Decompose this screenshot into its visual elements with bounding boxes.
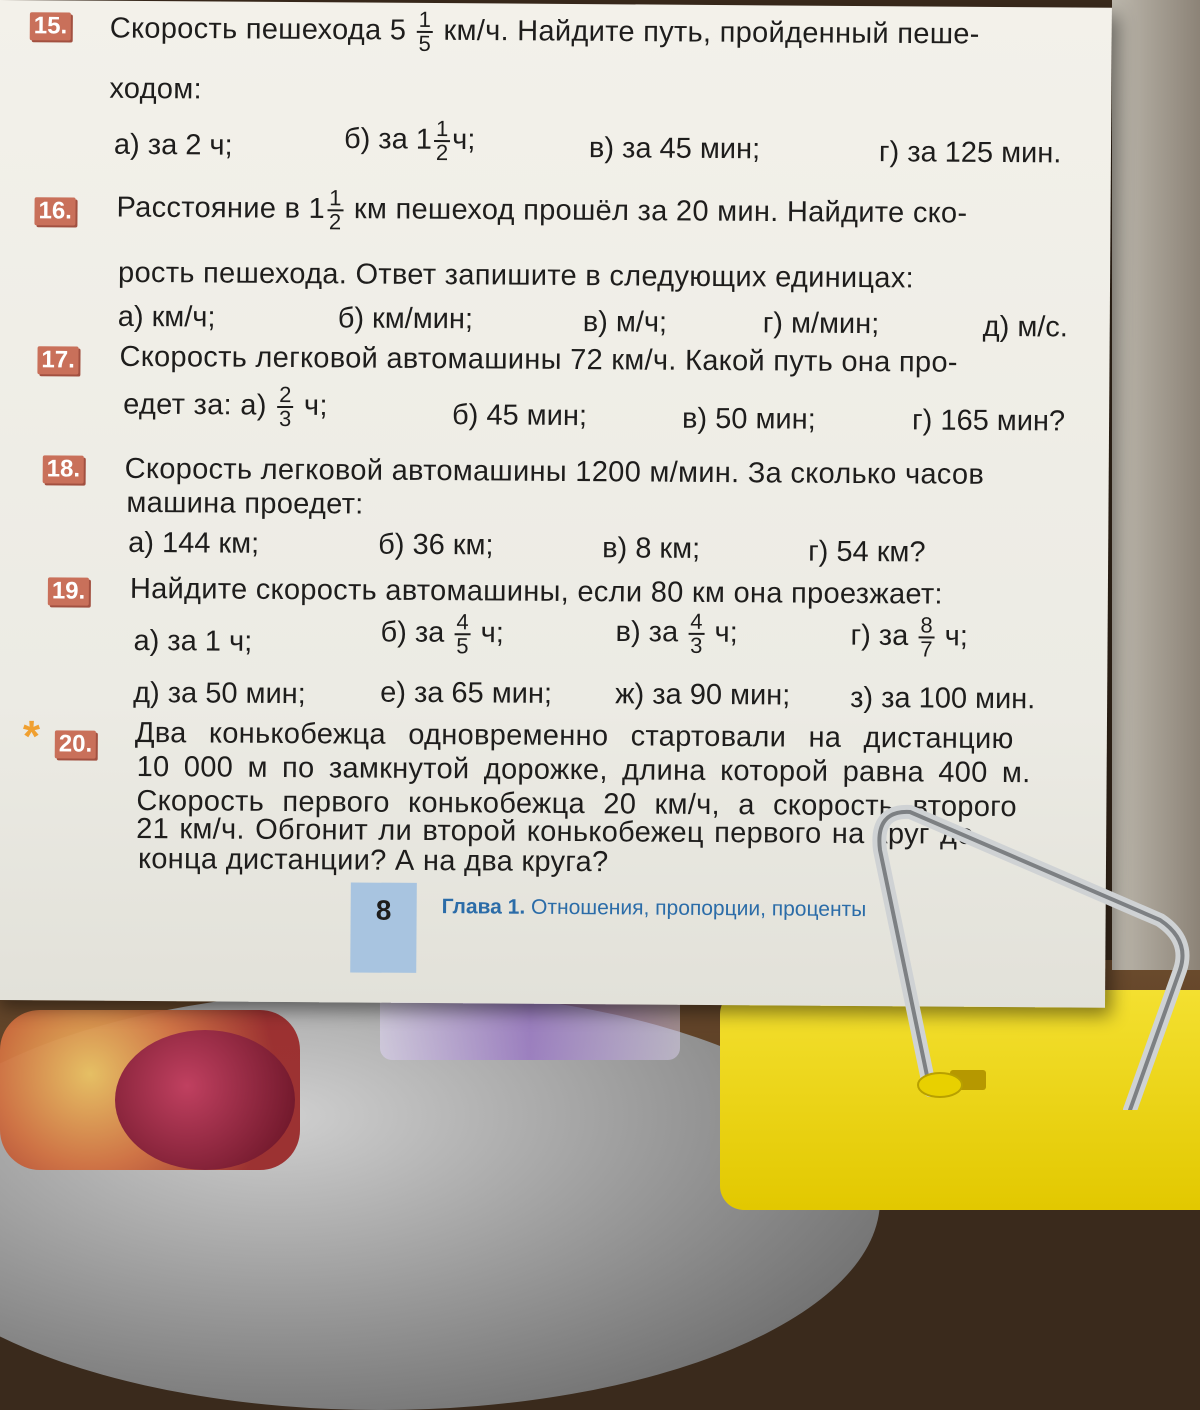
fraction <box>277 381 294 432</box>
option-c: в) за 45 мин; <box>588 132 761 166</box>
option-c <box>615 610 737 657</box>
red-disc <box>115 1030 295 1170</box>
denominator: 3 <box>690 632 703 658</box>
problem-text <box>116 186 967 238</box>
problem-text: Скорость легковой автомашины 72 км/ч. Какой путь она про- <box>119 340 958 379</box>
option-a: а) 144 км; <box>128 526 260 560</box>
problem-text: 21 км/ч. Обгонит ли второй конькобежец первого на круг до <box>136 812 974 851</box>
text-segment: Скорость пешехода 5 <box>109 12 407 47</box>
problem-text: конца дистанции? А на два круга? <box>137 842 609 879</box>
option-d: г) 165 мин? <box>911 404 1066 438</box>
text-segment: км пешеход прошёл за 20 мин. Найдите ско- <box>353 193 968 230</box>
problem-text <box>123 383 328 430</box>
chapter-title: Отношения, пропорции, проценты <box>530 895 867 922</box>
option-a: а) за 1 ч; <box>133 624 253 658</box>
text-segment: в) за <box>615 615 679 649</box>
option-e: д) м/с. <box>982 310 1069 344</box>
text-segment: б) за <box>380 616 445 649</box>
text-segment: едет за: а) <box>123 388 267 422</box>
problem-number: 20. <box>55 730 97 758</box>
option-a: а) км/ч; <box>117 300 216 334</box>
text-segment: ч; <box>452 123 476 156</box>
text-segment: ч; <box>303 389 328 422</box>
problem-text: рость пешехода. Ответ запишите в следующих единицах: <box>117 256 915 295</box>
chapter-footer <box>442 895 867 922</box>
fraction <box>688 608 705 658</box>
fraction <box>918 614 935 660</box>
option-d: г) м/мин; <box>762 307 880 341</box>
option-b <box>380 611 504 658</box>
problem-number: 17. <box>37 346 79 374</box>
problem-number: 15. <box>30 12 72 40</box>
denominator: 2 <box>435 140 449 166</box>
option-e: д) за 50 мин; <box>133 676 306 711</box>
option-c: в) м/ч; <box>582 306 668 339</box>
numerator: 1 <box>417 9 434 33</box>
problem-number: 18. <box>43 455 85 483</box>
option-b: б) 45 мин; <box>452 399 588 433</box>
text-segment: ч; <box>480 617 505 650</box>
numerator: 1 <box>327 187 344 211</box>
text-segment: г) за <box>850 619 909 653</box>
numerator: 8 <box>918 614 934 638</box>
option-c: в) 50 мин; <box>681 402 816 436</box>
problem-text: Скорость легковой автомашины 1200 м/мин. За сколько часов <box>124 452 985 491</box>
problem-text <box>110 7 980 59</box>
option-d: г) за 125 мин. <box>878 136 1062 170</box>
problem-text: Найдите скорость автомашины, если 80 км она проезжает: <box>129 572 943 611</box>
denominator: 3 <box>278 405 292 432</box>
problem-text: 10 000 м по замкнутой дорожке, длина которой равна 400 м. <box>136 750 1031 790</box>
numerator: 4 <box>454 611 470 635</box>
text-segment: км/ч. Найдите путь, пройденный пеше- <box>443 14 980 51</box>
problem-15 <box>0 0 1112 170</box>
fraction <box>327 187 344 233</box>
chapter-label: Глава 1. <box>441 895 526 919</box>
denominator: 7 <box>920 636 933 662</box>
option-a: а) за 2 ч; <box>113 128 233 162</box>
problem-text: ходом: <box>109 72 203 106</box>
text-segment: ч; <box>714 616 738 649</box>
numerator: 1 <box>434 118 450 142</box>
problem-text: машина проедет: <box>126 486 364 521</box>
option-d <box>850 614 968 661</box>
problem-text: Скорость первого конькобежца 20 км/ч, а скорость второго <box>136 784 1018 824</box>
option-h: з) за 100 мин. <box>850 681 1036 716</box>
option-b: б) 36 км; <box>378 528 494 562</box>
option-c: в) 8 км; <box>602 532 701 565</box>
fraction <box>416 6 433 57</box>
denominator: 5 <box>418 30 432 57</box>
fraction <box>454 611 471 657</box>
text-segment: ч; <box>944 620 968 653</box>
problem-text: Два конькобежца одновременно стартовали на дистанцию <box>134 716 1014 756</box>
problem-number: 19. <box>48 577 90 605</box>
numerator: 2 <box>277 384 294 408</box>
option-b: б) км/мин; <box>337 302 474 336</box>
option-b <box>344 117 476 164</box>
text-segment: б) за 1 <box>343 123 433 156</box>
star-icon: * <box>22 712 41 762</box>
option-d: г) 54 км? <box>808 535 926 569</box>
text-segment: Расстояние в 1 <box>116 191 326 225</box>
page-clip <box>860 790 1200 1110</box>
option-g: ж) за 90 мин; <box>615 678 791 712</box>
page-number: 8 <box>350 882 417 972</box>
option-f: е) за 65 мин; <box>380 676 553 710</box>
fraction <box>434 118 451 164</box>
denominator: 2 <box>328 209 342 235</box>
problem-number: 16. <box>34 197 76 225</box>
numerator: 4 <box>688 611 704 635</box>
denominator: 5 <box>456 633 469 659</box>
